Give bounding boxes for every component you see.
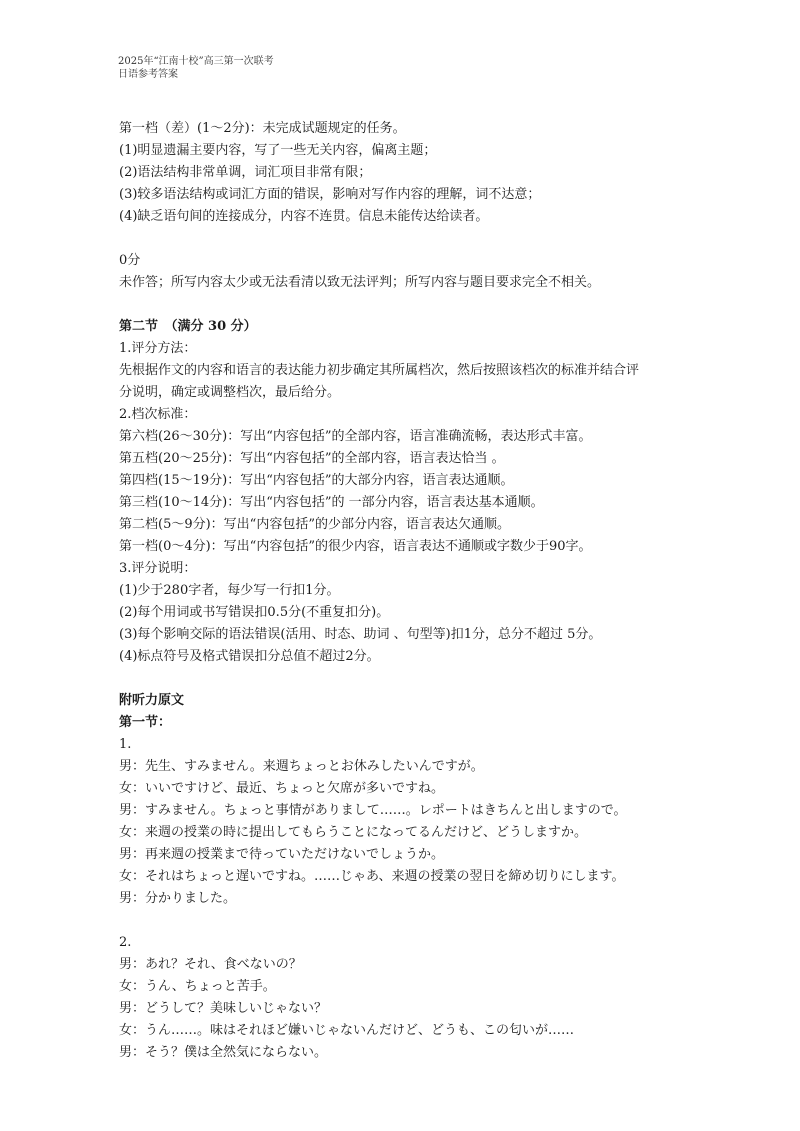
dialogue-line: 男：そう？僕は全然気にならない。	[119, 1045, 328, 1060]
note-item: (2)每个用词或书写错误扣0.5分(不重复扣分)。	[119, 605, 390, 620]
dialogue-line: 女：いいですけど、最近、ちょっと欠席が多いですね。	[119, 781, 445, 796]
level1-item: (1)明显遗漏主要内容，写了一些无关内容，偏离主题；	[119, 143, 437, 158]
standard-item: 第六档(26～30分)：写出“内容包括”的全部内容，语言准确流畅，表达形式丰富。	[119, 429, 592, 444]
dialogue-line: 男：すみません。ちょっと事情がありまして……。レポートはきちんと出しますので。	[119, 803, 627, 818]
header-exam-title: 2025年“江南十校”高三第一次联考	[118, 56, 274, 67]
question-number: 1.	[119, 737, 132, 752]
dialogue-line: 男：先生、すみません。来週ちょっとお休みしたいんですが。	[119, 759, 484, 774]
header-doc-title: 日语参考答案	[118, 69, 178, 80]
spacer	[119, 294, 719, 316]
dialogue-line: 女：それはちょっと遅いですね。……じゃあ、来週の授業の翌日を締め切りにします。	[119, 869, 625, 884]
dialogue-line: 男：再来週の授業まで待っていただけないでしょうか。	[119, 847, 445, 862]
dialogue-line: 男：あれ？それ、食べないの？	[119, 957, 302, 972]
standard-item: 第二档(5～9分)：写出“内容包括”的少部分内容，语言表达欠通顺。	[119, 517, 510, 532]
zero-score-block	[119, 250, 719, 294]
level1-item: (3)较多语法结构或词汇方面的错误，影响对写作内容的理解，词不达意；	[119, 187, 541, 202]
level1-title: 第一档（差）(1～2分)：未完成试题规定的任务。	[119, 121, 406, 136]
method-title: 1.评分方法：	[119, 341, 197, 356]
level1-item: (2)语法结构非常单调，词汇项目非常有限；	[119, 165, 372, 180]
document-body	[119, 118, 719, 1064]
note-item: (4)标点符号及格式错误扣分总值不超过2分。	[119, 649, 380, 664]
method-text: 分说明，确定或调整档次，最后给分。	[119, 385, 341, 400]
standard-item: 第五档(20～25分)：写出“内容包括”的全部内容，语言表达恰当 。	[119, 451, 505, 466]
notes-title: 3.评分说明：	[119, 561, 197, 576]
dialogue-line: 女：来週の授業の時に提出してもらうことになってるんだけど、どうしますか。	[119, 825, 588, 840]
spacer	[119, 668, 719, 690]
dialogue-line: 男：分かりました。	[119, 891, 237, 906]
method-text: 先根据作文的内容和语言的表达能力初步确定其所属档次，然后按照该档次的标准并结合评	[119, 363, 640, 378]
spacer	[119, 228, 719, 250]
standard-item: 第一档(0～4分)：写出“内容包括”的很少内容，语言表达不通顺或字数少于90字。	[119, 539, 592, 554]
standard-item: 第三档(10～14分)：写出“内容包括”的 一部分内容，语言表达基本通顺。	[119, 495, 544, 510]
level1-item: (4)缺乏语句间的连接成分，内容不连贯。信息未能传达给读者。	[119, 209, 489, 224]
level1-block	[119, 118, 719, 228]
note-item: (3)每个影响交际的语法错误(活用、时态、助词 、句型等)扣1分，总分不超过 5分。	[119, 627, 602, 642]
zero-score-text: 未作答；所写内容太少或无法看清以致无法评判；所写内容与题目要求完全不相关。	[119, 275, 601, 290]
zero-score-title: 0分	[119, 253, 141, 268]
dialogue-line: 女：うん、ちょっと苦手。	[119, 979, 276, 994]
dialogue-line: 男：どうして？美味しいじゃない？	[119, 1001, 328, 1016]
section2-block	[119, 316, 719, 668]
page-header	[118, 55, 274, 81]
question-number: 2.	[119, 935, 132, 950]
standard-title: 2.档次标准：	[119, 407, 197, 422]
section2-title: 第二节 （满分 30 分）	[119, 319, 257, 334]
spacer	[119, 910, 719, 932]
listening-title: 附听力原文	[119, 693, 185, 708]
dialogue-line: 女：うん……。味はそれほど嫌いじゃないんだけど、どうも、この匂いが……	[119, 1023, 575, 1038]
listening-section-title: 第一节：	[119, 715, 172, 730]
note-item: (1)少于280字者，每少写一行扣1分。	[119, 583, 340, 598]
standard-item: 第四档(15～19分)：写出“内容包括”的大部分内容，语言表达通顺。	[119, 473, 514, 488]
listening-block	[119, 690, 719, 1064]
